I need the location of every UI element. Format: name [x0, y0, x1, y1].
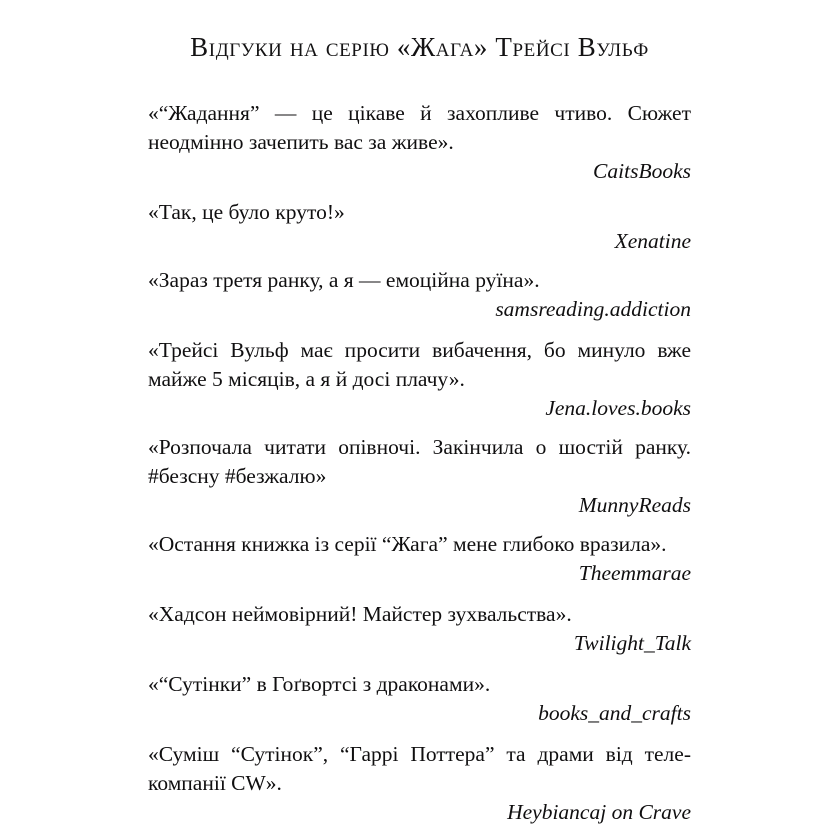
review-author: MunnyReads — [578, 493, 691, 517]
review-author: Theemmarae — [578, 561, 691, 585]
review-author: Twilight_Talk — [573, 631, 691, 655]
review-author: Heybiancaj on Crave — [507, 800, 691, 824]
review-quote: «Зараз третя ранку, а я — емоційна руїна». — [148, 268, 540, 292]
review-block — [148, 336, 691, 423]
page-title: Відгуки на серію «Жага» Трейсі Вульф — [190, 32, 649, 63]
review-author: Jena.loves.books — [545, 396, 691, 420]
review-block — [148, 600, 691, 658]
review-quote: «Хадсон неймовірний! Майстер зухвальства». — [148, 602, 572, 626]
review-quote: «Розпочала читати опівночі. Закінчила о шостій ранку. #безсну #безжалю» — [148, 435, 691, 488]
review-block — [148, 670, 691, 728]
review-block — [148, 530, 691, 588]
review-quote: «Суміш “Сутінок”, “Гаррі Поттера” та драми від теле-компанії CW». — [148, 742, 691, 795]
review-block — [148, 198, 691, 256]
review-quote: «Так, це було круто!» — [148, 200, 345, 224]
review-quote: «Остання книжка із серії “Жага” мене глибоко вразила». — [148, 532, 667, 556]
review-block — [148, 266, 691, 324]
review-author: CaitsBooks — [593, 159, 691, 183]
review-block — [148, 740, 691, 827]
review-block — [148, 99, 691, 186]
review-author: samsreading.addiction — [495, 297, 691, 321]
review-author: books_and_crafts — [538, 701, 691, 725]
reviews-list — [148, 99, 691, 827]
review-author: Xenatine — [614, 229, 691, 253]
review-quote: «“Сутінки” в Гоґвортсі з драконами». — [148, 672, 491, 696]
review-quote: «Трейсі Вульф має просити вибачення, бо минуло вже майже 5 місяців, а я й досі плачу». — [148, 338, 691, 391]
review-block — [148, 433, 691, 520]
review-quote: «“Жадання” — це цікаве й захопливе чтиво. Сюжет неодмінно зачепить вас за живе». — [148, 101, 691, 154]
